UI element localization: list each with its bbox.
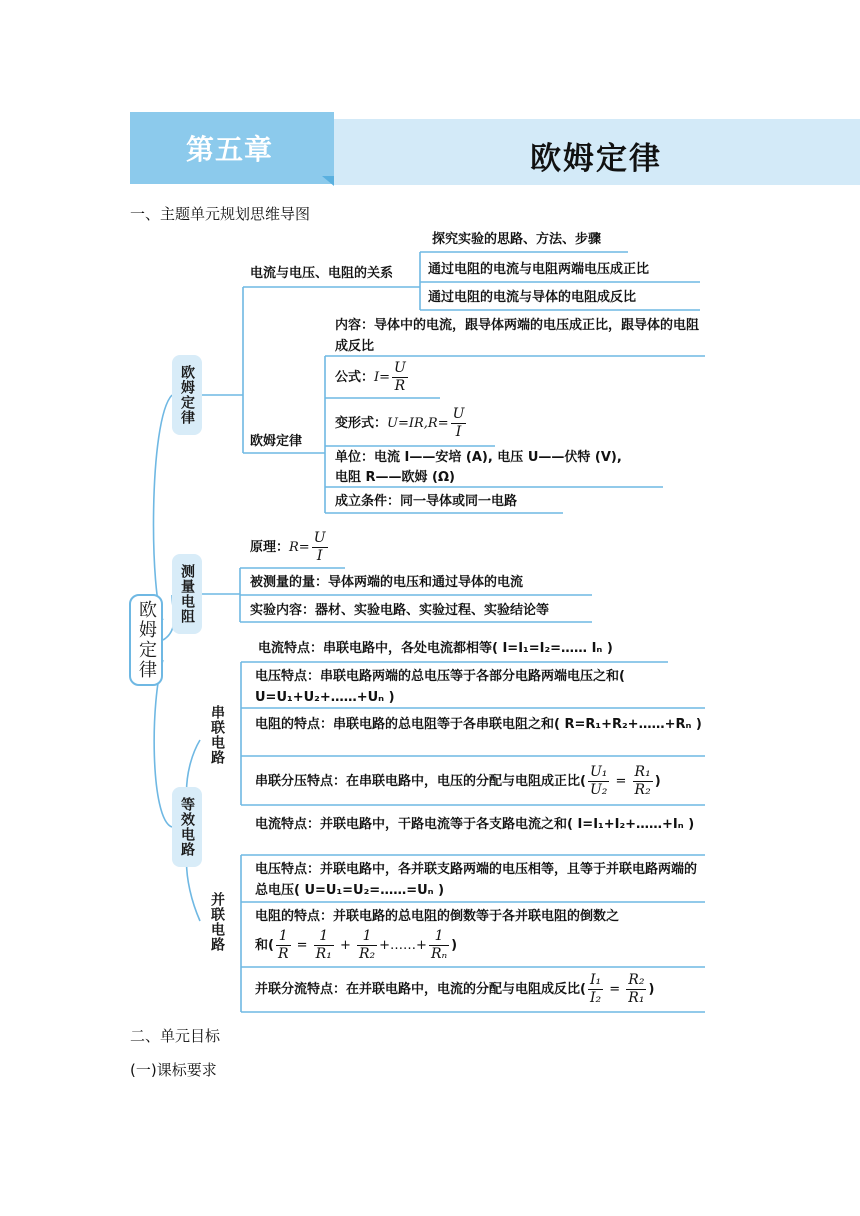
- series-voltage: 电压特点：串联电路两端的总电压等于各部分电路两端电压之和( U=U₁+U₂+……+Uₙ ): [255, 669, 625, 705]
- node-ohm-law: 欧姆定律: [172, 355, 202, 435]
- relation-item-2: 通过电阻的电流与电阻两端电压成正比: [428, 262, 650, 277]
- chapter-number: 第五章: [186, 133, 274, 166]
- law-unit-line1: 单位：电流 I——安培 (A), 电压 U——伏特 (V),: [335, 450, 622, 465]
- law-variant: [335, 406, 468, 442]
- principle-fraction: $\frac{U}{I}$: [313, 530, 326, 564]
- mindmap-root: 欧姆定律: [129, 594, 163, 686]
- measure-experiment: 实验内容：器材、实验电路、实验过程、实验结论等: [250, 603, 550, 618]
- node-parallel-circuit: 并联电路: [209, 892, 225, 952]
- node-ohm-law-sub: 欧姆定律: [250, 434, 303, 449]
- node-equivalent-circuit: 等效电路: [172, 787, 202, 867]
- parallel-voltage: 电压特点：并联电路中，各并联支路两端的电压相等，且等于并联电路两端的总电压( U=U₁=U₂=……=Uₙ ): [255, 862, 698, 898]
- principle-lhs: R=: [289, 540, 310, 555]
- law-condition: 成立条件：同一导体或同一电路: [335, 494, 518, 509]
- formula-fraction: $\frac{U}{R}$: [394, 360, 406, 394]
- section-heading-mindmap: 一、主题单元规划思维导图: [130, 205, 311, 223]
- parallel-divider: 并联分流特点：在并联电路中，电流的分配与电阻成反比( $\frac{\text{I₁}}{\text{I₂}}$ = $\frac{\text{R₂}}{\text{R₁}}$ ): [255, 972, 655, 1006]
- node-current-voltage-relation: 电流与电压、电阻的关系: [250, 266, 394, 281]
- parallel-current: 电流特点：并联电路中，干路电流等于各支路电流之和( I=I₁+I₂+……+Iₙ ): [255, 817, 695, 832]
- series-resistance: 电阻的特点：串联电路的总电阻等于各串联电阻之和( R=R₁+R₂+……+Rₙ ): [255, 717, 702, 732]
- variant-label: 变形式：: [335, 416, 388, 431]
- principle-label: 原理：: [250, 540, 290, 555]
- variant-lhs: U=IR,R=: [387, 416, 449, 431]
- parallel-resistance-line1: 电阻的特点：并联电路的总电阻的倒数等于各并联电阻的倒数之: [255, 909, 620, 924]
- series-divider: 串联分压特点：在串联电路中，电压的分配与电阻成正比( $\frac{\text{U₁}}{\text{U₂}}$ = $\frac{\text{R₁}}{\text{R₂}}$ ): [255, 764, 661, 798]
- formula-label: 公式：: [335, 370, 375, 385]
- variant-fraction: $\frac{U}{I}$: [452, 406, 465, 440]
- section-heading-goals: 二、单元目标: [130, 1027, 221, 1045]
- series-current: 电流特点：串联电路中，各处电流都相等( I=I₁=I₂=…… Iₙ ): [258, 641, 613, 656]
- relation-item-1: 探究实验的思路、方法、步骤: [432, 232, 602, 247]
- law-content: 内容：导体中的电流，跟导体两端的电压成正比，跟导体的电阻成反比: [335, 318, 700, 354]
- node-series-circuit: 串联电路: [209, 705, 225, 765]
- node-measure-resistance: 测量电阻: [172, 554, 202, 634]
- chapter-title: 欧姆定律: [530, 141, 662, 177]
- formula-lhs: I=: [374, 370, 391, 385]
- relation-item-3: 通过电阻的电流与导体的电阻成反比: [428, 290, 637, 305]
- measure-principle: [250, 530, 330, 566]
- law-unit-line2: 电阻 R——欧姆 (Ω): [335, 470, 455, 485]
- measure-quantity: 被测量的量：导体两端的电压和通过导体的电流: [250, 575, 524, 590]
- parallel-resistance-formula: 和( $\frac{1}{R}$ = $\frac{1}{\text{R₁}}$ + $\frac{1}{\text{R₂}}$ +……+ $\frac{1}{\text{Rₙ}}$ ): [255, 928, 458, 962]
- law-formula: [335, 360, 410, 396]
- section-heading-standards: (一)课标要求: [130, 1061, 217, 1079]
